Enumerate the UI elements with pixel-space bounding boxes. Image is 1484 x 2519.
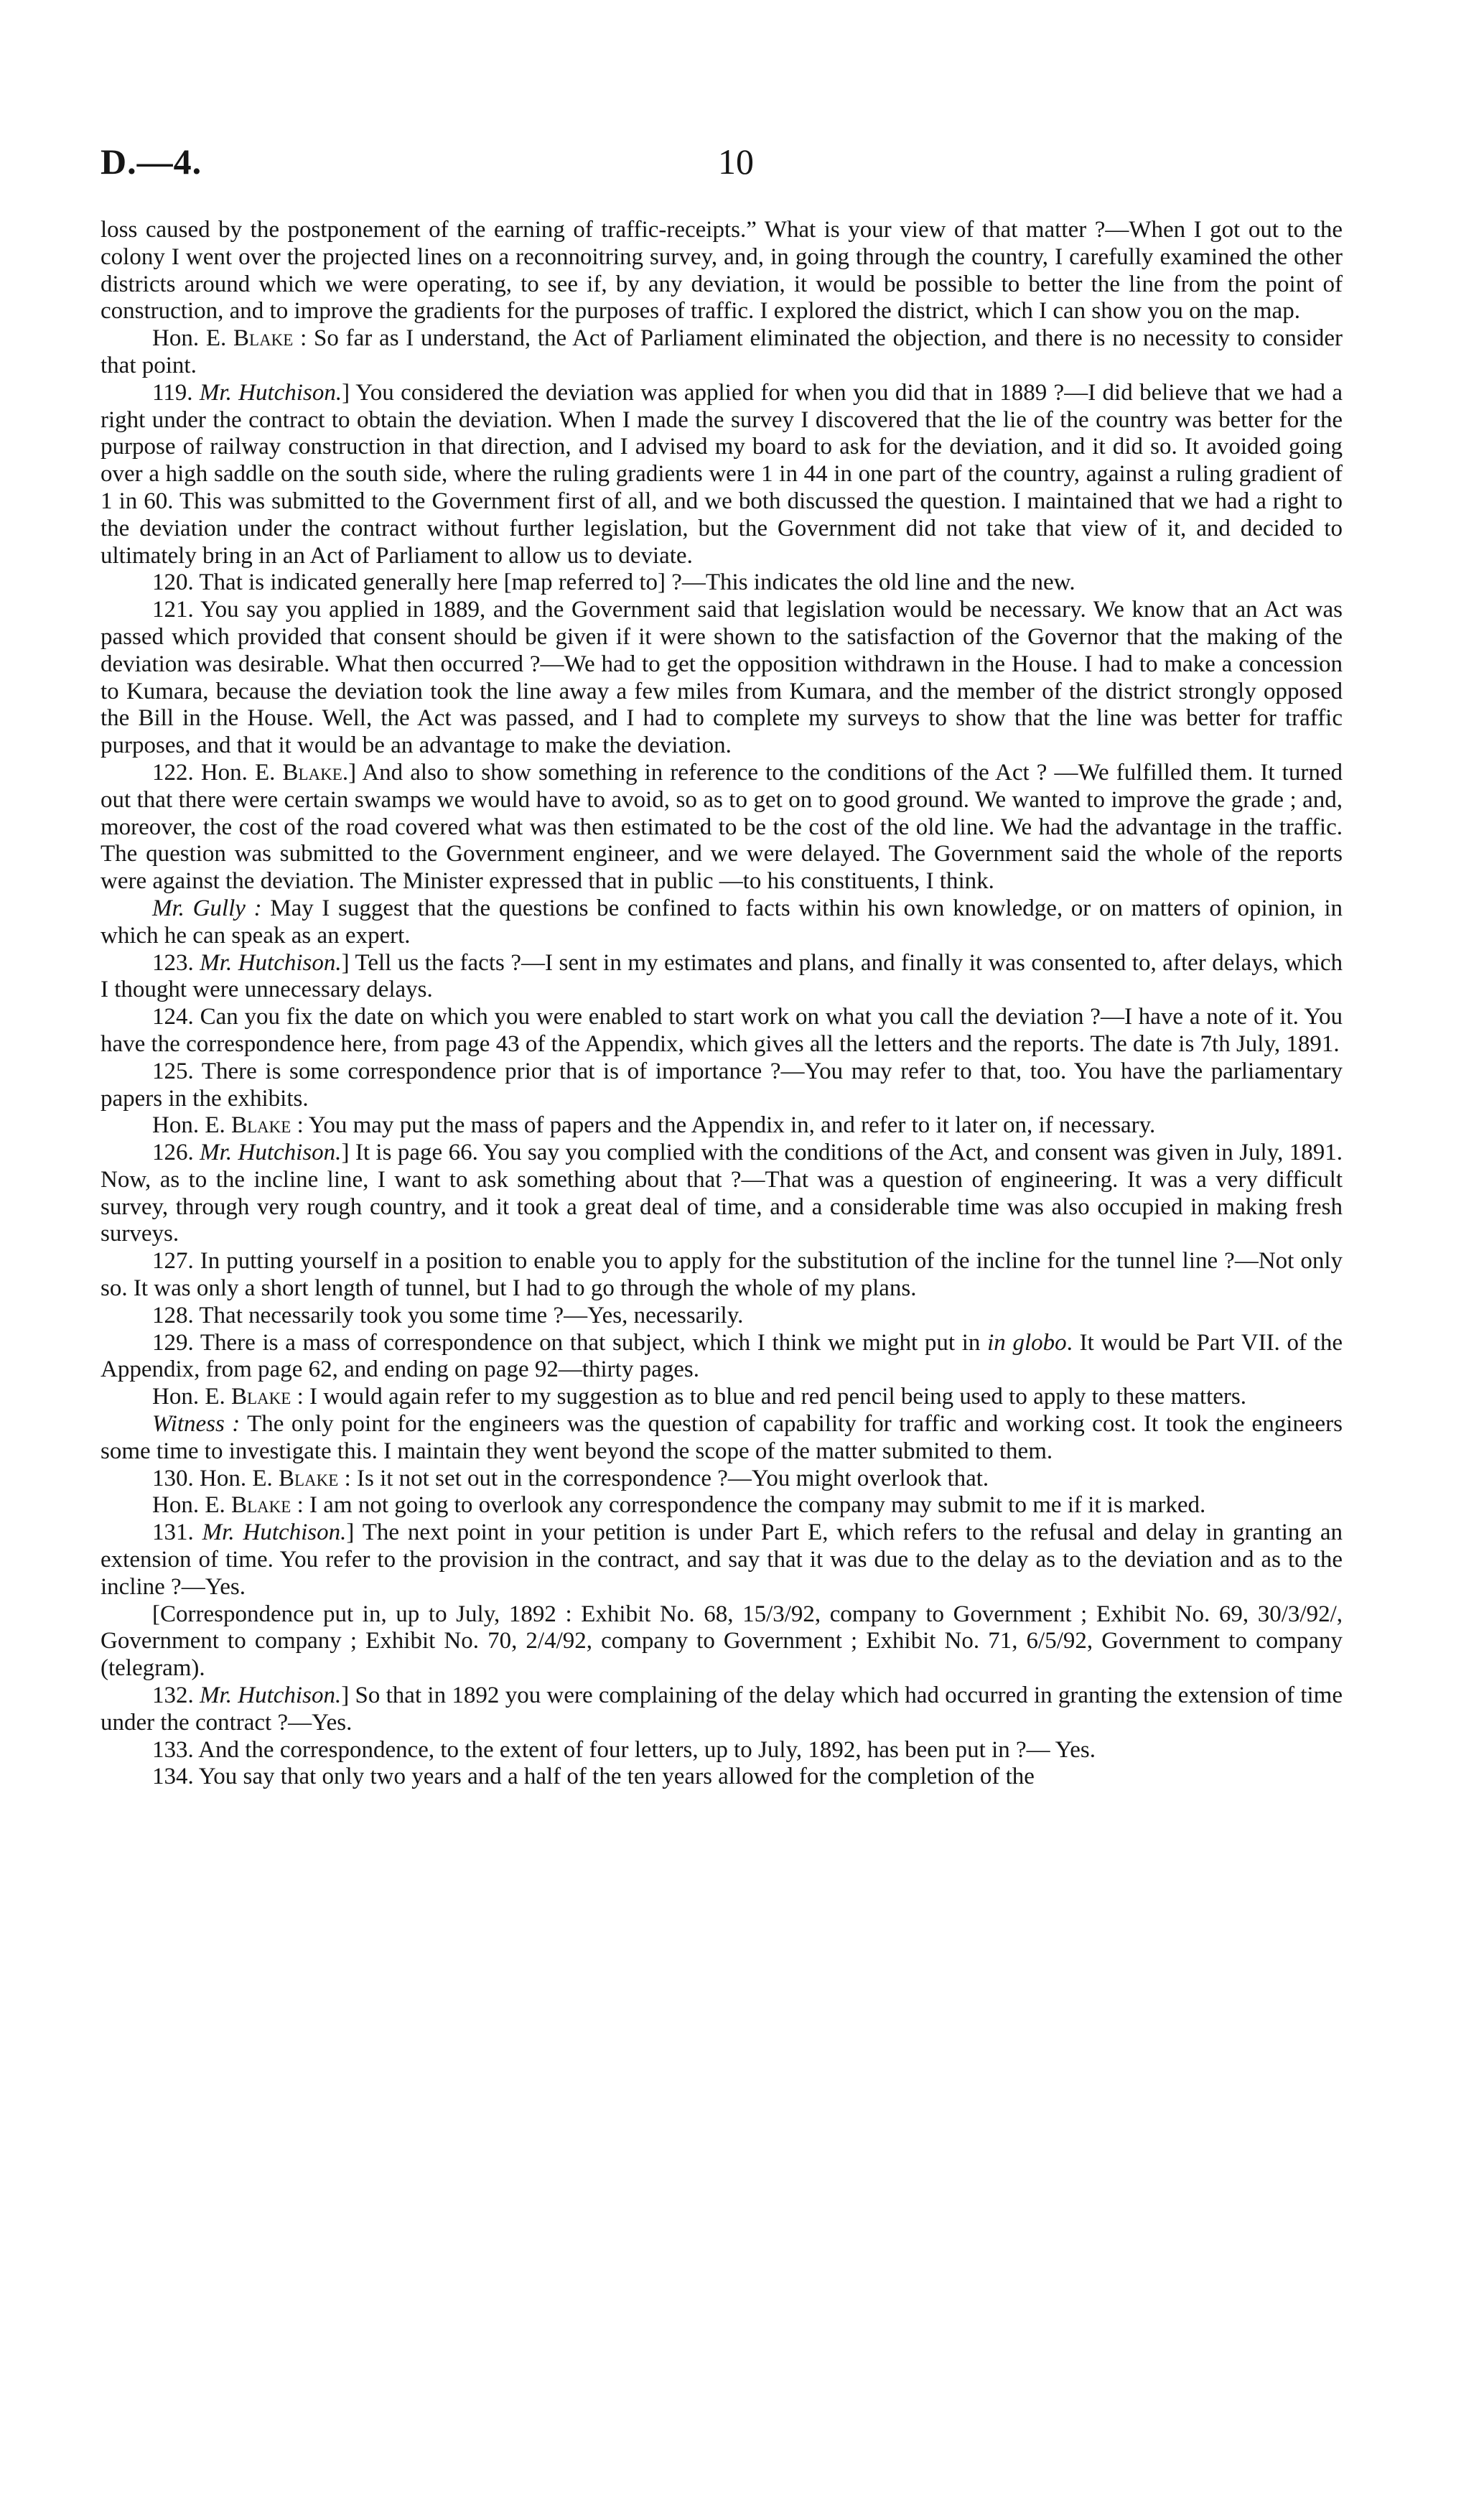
- paragraph: 130. Hon. E. Blake : Is it not set out in the correspondence ?—You might overlook that.: [152, 1465, 989, 1491]
- paragraph: Hon. E. Blake : You may put the mass of papers and the Appendix in, and refer to it later on, if necessary.: [152, 1112, 1156, 1139]
- paragraph: Hon. E. Blake : I am not going to overlook any correspondence the company may submit to me if it is marked.: [152, 1492, 1206, 1519]
- paragraph: 119. Mr. Hutchison.] You considered the deviation was applied for when you did that in 1889 ?—I did believe that we had a right under the contract to obtain the deviation. When I made the survey I discovered that the lie of the country was better for the purpose of railway construction in that direction, and I advised my board to ask for the deviation, and it did so. It avoided going over a high saddle on the south side, where the ruling gradients were 1 in 44 in one part of the country, against a ruling gradient of 1 in 60. This was submitted to the Government first of all, and we both discussed the question. I maintained that we had a right to the deviation under the contract without further legislation, but the Government did not take that view of it, and decided to ultimately bring in an Act of Parliament to allow us to deviate.: [101, 379, 1343, 569]
- paragraph: Hon. E. Blake : So far as I understand, the Act of Parliament eliminated the objection, and there is no necessity to consider that point.: [101, 325, 1343, 378]
- paragraph: 134. You say that only two years and a half of the ten years allowed for the completion of the: [152, 1764, 1035, 1790]
- paragraph: 120. That is indicated generally here [map referred to] ?—This indicates the old line and the new.: [152, 569, 1075, 596]
- paragraph: 121. You say you applied in 1889, and the Government said that legislation would be necessary. We know that an Act was passed which provided that consent should be given if it were shown to the satisfaction of the Governor that the making of the deviation was desirable. What then occurred ?—We had to get the opposition withdrawn in the House. I had to make a concession to Kumara, because the deviation took the line away a few miles from Kumara, and the member of the district strongly opposed the Bill in the House. Well, the Act was passed, and I had to complete my surveys to show that the line was better for traffic purposes, and that it would be an advantage to make the deviation.: [101, 597, 1343, 759]
- paragraph: Hon. E. Blake : I would again refer to my suggestion as to blue and red pencil being used to apply to these matters.: [152, 1384, 1247, 1410]
- paragraph: 123. Mr. Hutchison.] Tell us the facts ?—I sent in my estimates and plans, and finally it was consented to, after delays, which I thought were unnecessary delays.: [101, 949, 1343, 1003]
- paragraph: 129. There is a mass of correspondence on that subject, which I think we might put in in globo. It would be Part VII. of the Appendix, from page 62, and ending on page 92—thirty pages.: [101, 1329, 1343, 1383]
- paragraph: 122. Hon. E. Blake.] And also to show something in reference to the conditions of the Act ? —We fulfilled them. It turned out that there were certain swamps we would have to avoid, so as to get on to good ground. We wanted to improve the grade ; and, moreover, the cost of the road covered what was then estimated to be the cost of the old line. We had the advantage in the traffic. The question was submitted to the Government engineer, and we were delayed. The Government said the whole of the reports were against the deviation. The Minister expressed that in public —to his constituents, I think.: [101, 759, 1343, 895]
- paragraph: [Correspondence put in, up to July, 1892 : Exhibit No. 68, 15/3/92, company to Government ; Exhibit No. 69, 30/3/92/, Government to company ; Exhibit No. 70, 2/4/92, company to Government ; Exhibit No. 71, 6/5/92, Government to company (telegram).: [101, 1601, 1343, 1682]
- paragraph: 127. In putting yourself in a position to enable you to apply for the substitution of the incline for the tunnel line ?—Not only so. It was only a short length of tunnel, but I had to go through the whole of my plans.: [101, 1248, 1343, 1302]
- paragraph: Mr. Gully : May I suggest that the questions be confined to facts within his own knowledge, or on matters of opinion, in which he can speak as an expert.: [101, 895, 1343, 949]
- document-reference: D.—4.: [101, 141, 202, 182]
- paragraph: 128. That necessarily took you some time ?—Yes, necessarily.: [152, 1302, 744, 1328]
- paragraph: loss caused by the postponement of the earning of traffic-receipts.” What is your view of that matter ?—When I got out to the colony I went over the projected lines on a reconnoitring survey, and, in going through the country, I carefully examined the other districts around which we were operating, to see if, by any deviation, it would be possible to better the line from the point of construction, and to improve the gradients for the purposes of traffic. I explored the district, which I can show you on the map.: [101, 217, 1343, 325]
- page-number: 10: [718, 141, 754, 182]
- paragraph: 133. And the correspondence, to the extent of four letters, up to July, 1892, has been put in ?— Yes.: [152, 1736, 1096, 1763]
- paragraph: 132. Mr. Hutchison.] So that in 1892 you were complaining of the delay which had occurred in granting the extension of time under the contract ?—Yes.: [101, 1682, 1343, 1736]
- paragraph: 131. Mr. Hutchison.] The next point in your petition is under Part E, which refers to the refusal and delay in granting an extension of time. You refer to the provision in the contract, and say that it was due to the delay as to the deviation and as to the incline ?—Yes.: [101, 1519, 1343, 1600]
- paragraph: 124. Can you fix the date on which you were enabled to start work on what you call the deviation ?—I have a note of it. You have the correspondence here, from page 43 of the Appendix, which gives all the letters and the reports. The date is 7th July, 1891.: [101, 1004, 1343, 1057]
- body-text: [101, 217, 1343, 1791]
- page-header: [101, 141, 1343, 198]
- paragraph: 126. Mr. Hutchison.] It is page 66. You say you complied with the conditions of the Act, and consent was given in July, 1891. Now, as to the incline line, I want to ask something about that ?—That was a question of engineering. It was a very difficult survey, through very rough country, and it took a great deal of time, and a considerable time was also occupied in making fresh surveys.: [101, 1140, 1343, 1247]
- paragraph: 125. There is some correspondence prior that is of importance ?—You may refer to that, too. You have the parliamentary papers in the exhibits.: [101, 1058, 1343, 1112]
- paragraph: Witness : The only point for the engineers was the question of capability for traffic and working cost. It took the engineers some time to investigate this. I maintain they went beyond the scope of the matter submited to them.: [101, 1411, 1343, 1464]
